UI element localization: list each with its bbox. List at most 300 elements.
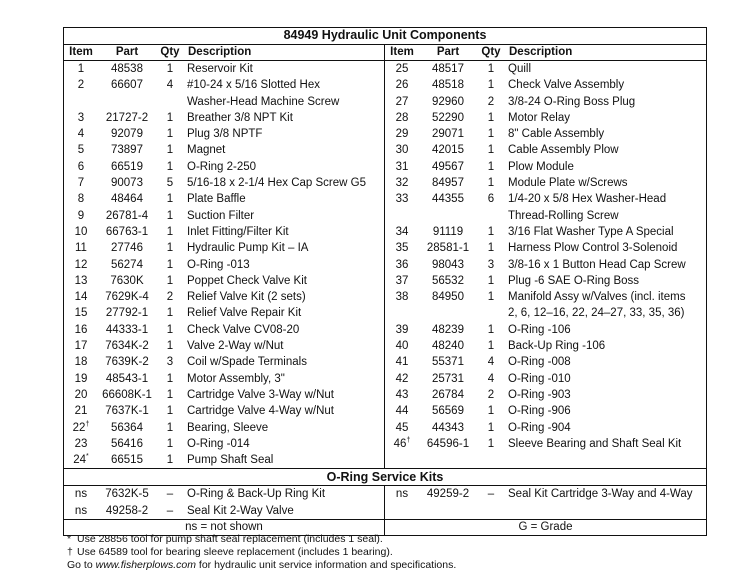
table-row bbox=[385, 240, 706, 256]
quantity: 1 bbox=[166, 193, 174, 206]
footnote-star-symbol: * bbox=[67, 533, 72, 545]
table-row bbox=[64, 338, 384, 354]
part-number: 21727-2 bbox=[105, 111, 149, 124]
part-number: 84950 bbox=[432, 291, 464, 304]
quantity: 1 bbox=[487, 274, 495, 287]
item-number-text: 5 bbox=[77, 144, 85, 157]
description: O-Ring -013 bbox=[187, 258, 250, 271]
part-number bbox=[98, 94, 156, 110]
item-number-text: 40 bbox=[395, 340, 409, 353]
item-number bbox=[385, 371, 419, 387]
item-number-text: 22 bbox=[72, 421, 86, 434]
description: Plug -6 SAE O-Ring Boss bbox=[508, 274, 640, 287]
description: Motor Assembly, 3" bbox=[187, 372, 285, 385]
table-row bbox=[64, 77, 384, 93]
item-number bbox=[64, 159, 98, 175]
item-number-text: 28 bbox=[395, 111, 409, 124]
item-number bbox=[64, 305, 98, 321]
quantity: 1 bbox=[166, 307, 174, 320]
description: Cartridge Valve 4-Way w/Nut bbox=[187, 405, 334, 418]
table-row bbox=[64, 322, 384, 338]
part-number: 7634K-2 bbox=[105, 340, 149, 353]
part-number: 29071 bbox=[432, 128, 464, 141]
kits-left-column bbox=[64, 486, 385, 519]
item-number bbox=[64, 175, 98, 191]
footnote-dagger-symbol: † bbox=[67, 546, 73, 558]
item-number-text: 4 bbox=[77, 128, 85, 141]
table-row bbox=[385, 436, 706, 452]
description: 2, 6, 12–16, 22, 24–27, 33, 35, 36) bbox=[508, 307, 685, 320]
quantity: 1 bbox=[487, 144, 495, 157]
item-number-text: 1 bbox=[77, 63, 85, 75]
part-number: 48240 bbox=[432, 340, 464, 353]
item-number bbox=[64, 94, 98, 110]
quantity: 2 bbox=[487, 388, 495, 401]
item-number-text: 20 bbox=[74, 388, 88, 401]
table-row bbox=[64, 420, 384, 436]
goto-prefix: Go to bbox=[67, 559, 96, 571]
part-number: 26781-4 bbox=[105, 209, 149, 222]
table-row bbox=[64, 159, 384, 175]
description: Relief Valve Repair Kit bbox=[187, 307, 302, 320]
quantity: 1 bbox=[166, 209, 174, 222]
kits-columns bbox=[64, 486, 706, 519]
table-row bbox=[385, 387, 706, 403]
table-row bbox=[385, 371, 706, 387]
item-number-text: 15 bbox=[74, 307, 88, 320]
item-number-text: 2 bbox=[77, 79, 85, 92]
item-footnote-mark: † bbox=[406, 437, 411, 444]
item-number bbox=[385, 403, 419, 419]
item-number bbox=[64, 371, 98, 387]
quantity: 1 bbox=[166, 242, 174, 255]
quantity: 1 bbox=[487, 421, 495, 434]
item-number-text: ns bbox=[74, 488, 88, 501]
item-number bbox=[64, 354, 98, 370]
item-number-text: 29 bbox=[395, 128, 409, 141]
quantity: 3 bbox=[487, 258, 495, 271]
item-number bbox=[385, 305, 419, 321]
part-number: 64596-1 bbox=[426, 437, 470, 450]
quantity: 5 bbox=[166, 177, 174, 190]
item-number bbox=[64, 240, 98, 256]
description: Hydraulic Pump Kit – IA bbox=[187, 242, 309, 255]
item-number-text: 19 bbox=[74, 372, 88, 385]
table-row bbox=[64, 208, 384, 224]
item-number bbox=[64, 436, 98, 452]
item-number bbox=[64, 77, 98, 93]
description: Module Plate w/Screws bbox=[508, 177, 628, 190]
description: #10-24 x 5/16 Slotted Hex bbox=[187, 79, 320, 92]
table-row bbox=[385, 305, 706, 321]
description: Bearing, Sleeve bbox=[187, 421, 269, 434]
item-number bbox=[64, 420, 98, 436]
item-number bbox=[385, 289, 419, 305]
quantity: 1 bbox=[487, 405, 495, 418]
footnote-dagger bbox=[67, 546, 393, 559]
footnote-goto bbox=[67, 559, 456, 572]
quantity: 1 bbox=[487, 242, 495, 255]
quantity: 1 bbox=[166, 454, 174, 467]
table-title: 84949 Hydraulic Unit Components bbox=[64, 28, 706, 45]
table-row bbox=[385, 289, 706, 305]
description: Plug 3/8 NPTF bbox=[187, 128, 263, 141]
item-number bbox=[64, 110, 98, 126]
item-number-text: 27 bbox=[395, 95, 409, 108]
quantity: 4 bbox=[487, 356, 495, 369]
table-row bbox=[385, 110, 706, 126]
description: 5/16-18 x 2-1/4 Hex Cap Screw G5 bbox=[187, 177, 366, 190]
part-number: 66608K-1 bbox=[102, 388, 152, 401]
item-number bbox=[64, 142, 98, 158]
quantity: – bbox=[166, 504, 174, 517]
item-number-text: 30 bbox=[395, 144, 409, 157]
description: Magnet bbox=[187, 144, 226, 157]
table-row bbox=[385, 61, 706, 77]
item-number bbox=[385, 94, 419, 110]
quantity: 1 bbox=[166, 111, 174, 124]
header-qty: Qty bbox=[160, 46, 180, 58]
item-footnote-mark: † bbox=[85, 420, 90, 428]
table-row bbox=[385, 208, 706, 224]
quantity: 1 bbox=[166, 258, 174, 271]
quantity: 1 bbox=[487, 225, 495, 238]
description: O-Ring -904 bbox=[508, 421, 571, 434]
description: Plow Module bbox=[508, 160, 574, 173]
table-row bbox=[64, 224, 384, 240]
item-number-text: 43 bbox=[395, 388, 409, 401]
part-number: 90073 bbox=[111, 177, 143, 190]
right-column bbox=[385, 45, 706, 468]
item-number bbox=[385, 61, 419, 77]
item-number bbox=[385, 486, 419, 502]
item-number-text: 18 bbox=[74, 356, 88, 369]
item-number-text: 31 bbox=[395, 160, 409, 173]
item-number bbox=[64, 191, 98, 207]
item-number-text: 42 bbox=[395, 372, 409, 385]
item-number bbox=[385, 142, 419, 158]
part-number: 48239 bbox=[432, 323, 464, 336]
description: 3/8-24 O-Ring Boss Plug bbox=[508, 95, 636, 108]
part-number: 7630K bbox=[110, 274, 144, 287]
part-number: 49259-2 bbox=[426, 488, 470, 501]
part-number: 55371 bbox=[432, 356, 464, 369]
footnote-dagger-text: Use 64589 tool for bearing sleeve replacement (includes 1 bearing). bbox=[77, 546, 393, 558]
description: Check Valve CV08-20 bbox=[187, 323, 300, 336]
footnote-star bbox=[67, 533, 383, 546]
item-number-text: ns bbox=[74, 504, 88, 517]
description: Seal Kit 2-Way Valve bbox=[187, 504, 294, 517]
description: O-Ring -906 bbox=[508, 405, 571, 418]
description: Pump Shaft Seal bbox=[187, 454, 274, 467]
description: Plate Baffle bbox=[187, 193, 246, 206]
item-number bbox=[385, 354, 419, 370]
table-row bbox=[64, 126, 384, 142]
quantity: 1 bbox=[166, 437, 174, 450]
quantity: 1 bbox=[166, 388, 174, 401]
item-number bbox=[385, 159, 419, 175]
item-number bbox=[64, 486, 98, 502]
item-number bbox=[64, 273, 98, 289]
quantity: 1 bbox=[166, 405, 174, 418]
part-number: 44355 bbox=[432, 193, 464, 206]
table-row bbox=[64, 403, 384, 419]
item-number-text: 14 bbox=[74, 291, 88, 304]
table-row bbox=[385, 191, 706, 207]
description: O-Ring -010 bbox=[508, 372, 571, 385]
part-number: 48543-1 bbox=[105, 372, 149, 385]
item-number bbox=[385, 338, 419, 354]
item-number bbox=[385, 387, 419, 403]
description: Washer-Head Machine Screw bbox=[187, 95, 340, 108]
right-rows bbox=[385, 61, 706, 452]
kit-row bbox=[64, 503, 384, 519]
item-number bbox=[385, 436, 419, 452]
part-number: 27746 bbox=[111, 242, 143, 255]
description: Manifold Assy w/Valves (incl. items bbox=[508, 291, 686, 304]
quantity: 1 bbox=[487, 177, 495, 190]
item-number bbox=[385, 175, 419, 191]
legend-grade: G = Grade bbox=[518, 521, 573, 534]
description: O-Ring -106 bbox=[508, 323, 571, 336]
quantity: 1 bbox=[487, 291, 495, 304]
column-header-row bbox=[64, 45, 384, 61]
header-item: Item bbox=[69, 46, 93, 58]
quantity: 1 bbox=[166, 323, 174, 336]
part-number: 7632K-5 bbox=[105, 488, 149, 501]
description: O-Ring -903 bbox=[508, 388, 571, 401]
components-table bbox=[63, 27, 707, 536]
table-row bbox=[385, 322, 706, 338]
item-number bbox=[385, 224, 419, 240]
part-number: 52290 bbox=[432, 111, 464, 124]
quantity: 1 bbox=[166, 274, 174, 287]
table-row bbox=[64, 175, 384, 191]
item-number bbox=[64, 338, 98, 354]
quantity: – bbox=[487, 488, 495, 501]
goto-suffix: for hydraulic unit service information and specifications. bbox=[195, 559, 457, 571]
item-number bbox=[64, 126, 98, 142]
description: Cable Assembly Plow bbox=[508, 144, 619, 157]
table-row bbox=[64, 273, 384, 289]
table-row bbox=[64, 110, 384, 126]
kits-right-column bbox=[385, 486, 706, 519]
item-number-text: 21 bbox=[74, 405, 88, 418]
quantity: 4 bbox=[166, 79, 174, 92]
item-number-text: 7 bbox=[77, 177, 85, 190]
item-number bbox=[385, 257, 419, 273]
quantity: 1 bbox=[166, 128, 174, 141]
part-number: 56532 bbox=[432, 274, 464, 287]
quantity: 1 bbox=[487, 63, 495, 75]
item-number-text: 16 bbox=[74, 323, 88, 336]
table-row bbox=[64, 354, 384, 370]
fisher-website-link[interactable]: www.fisherplows.com bbox=[95, 559, 196, 571]
item-number-text: 11 bbox=[75, 242, 87, 255]
description: O-Ring -008 bbox=[508, 356, 571, 369]
description: 3/16 Flat Washer Type A Special bbox=[508, 225, 674, 238]
footnote-star-text: Use 28856 tool for pump shaft seal replacement (includes 1 seal). bbox=[77, 533, 383, 545]
part-number: 56364 bbox=[111, 421, 143, 434]
quantity: 1 bbox=[487, 128, 495, 141]
part-number: 66607 bbox=[111, 79, 143, 92]
item-number bbox=[385, 191, 419, 207]
quantity: – bbox=[166, 488, 174, 501]
part-number: 48517 bbox=[432, 63, 464, 75]
part-number bbox=[419, 305, 477, 321]
item-number bbox=[385, 126, 419, 142]
table-row bbox=[385, 338, 706, 354]
description: Reservoir Kit bbox=[187, 63, 253, 75]
description: 3/8-16 x 1 Button Head Cap Screw bbox=[508, 258, 686, 271]
table-row bbox=[385, 175, 706, 191]
kits-title: O-Ring Service Kits bbox=[64, 468, 706, 486]
header-part: Part bbox=[436, 46, 460, 58]
table-row bbox=[385, 77, 706, 93]
quantity: 1 bbox=[487, 340, 495, 353]
item-number-text: 9 bbox=[77, 209, 85, 222]
quantity bbox=[156, 94, 184, 110]
table-row bbox=[64, 305, 384, 321]
table-row bbox=[64, 371, 384, 387]
table-row bbox=[385, 224, 706, 240]
item-number-text: 37 bbox=[395, 274, 409, 287]
header-description: Description bbox=[188, 46, 252, 58]
part-number: 66763-1 bbox=[105, 225, 149, 238]
part-number: 7637K-1 bbox=[105, 405, 149, 418]
item-number bbox=[64, 403, 98, 419]
part-number: 91119 bbox=[432, 225, 464, 238]
item-number-text: 39 bbox=[395, 323, 409, 336]
quantity: 1 bbox=[487, 437, 495, 450]
quantity: 4 bbox=[487, 372, 495, 385]
item-number bbox=[385, 240, 419, 256]
table-row bbox=[385, 257, 706, 273]
description: Suction Filter bbox=[187, 209, 255, 222]
item-number-text: 46 bbox=[393, 437, 407, 450]
quantity: 2 bbox=[166, 291, 174, 304]
table-row bbox=[64, 436, 384, 452]
part-number: 26784 bbox=[432, 388, 464, 401]
table-row bbox=[64, 191, 384, 207]
description: Harness Plow Control 3-Solenoid bbox=[508, 242, 678, 255]
quantity: 1 bbox=[487, 79, 495, 92]
left-column bbox=[64, 45, 385, 468]
header-item: Item bbox=[390, 46, 414, 58]
description: Breather 3/8 NPT Kit bbox=[187, 111, 293, 124]
part-number: 7639K-2 bbox=[105, 356, 149, 369]
part-number: 48538 bbox=[111, 63, 143, 75]
kit-row bbox=[64, 486, 384, 502]
part-number: 48464 bbox=[111, 193, 143, 206]
part-number: 25731 bbox=[432, 372, 464, 385]
part-number: 42015 bbox=[432, 144, 464, 157]
description: Check Valve Assembly bbox=[508, 79, 625, 92]
left-rows bbox=[64, 61, 384, 468]
description: Inlet Fitting/Filter Kit bbox=[187, 225, 289, 238]
quantity: 2 bbox=[487, 95, 495, 108]
part-number bbox=[419, 208, 477, 224]
item-number-text: 3 bbox=[77, 111, 85, 124]
item-number-text: 36 bbox=[395, 258, 409, 271]
part-number: 66519 bbox=[111, 160, 143, 173]
table-row bbox=[64, 142, 384, 158]
part-number: 56416 bbox=[111, 437, 143, 450]
item-number-text: 24 bbox=[73, 454, 87, 467]
table-row bbox=[385, 159, 706, 175]
quantity: 1 bbox=[166, 372, 174, 385]
table-row bbox=[385, 420, 706, 436]
item-number-text: 25 bbox=[395, 63, 409, 75]
quantity bbox=[477, 208, 505, 224]
description: O-Ring 2-250 bbox=[187, 160, 257, 173]
description: Cartridge Valve 3-Way w/Nut bbox=[187, 388, 334, 401]
item-number bbox=[64, 387, 98, 403]
table-row bbox=[64, 257, 384, 273]
item-number bbox=[64, 257, 98, 273]
table-row bbox=[385, 94, 706, 110]
item-number bbox=[64, 503, 98, 519]
part-number: 49567 bbox=[432, 160, 464, 173]
item-footnote-mark: * bbox=[86, 453, 89, 461]
item-number bbox=[64, 208, 98, 224]
item-number-text: 13 bbox=[74, 274, 88, 287]
part-number: 92079 bbox=[111, 128, 143, 141]
item-number bbox=[385, 273, 419, 289]
description: O-Ring & Back-Up Ring Kit bbox=[187, 488, 326, 501]
description: Quill bbox=[508, 63, 532, 75]
legend-not-shown: ns = not shown bbox=[64, 520, 385, 535]
part-number: 28581-1 bbox=[426, 242, 470, 255]
description: Poppet Check Valve Kit bbox=[187, 274, 307, 287]
quantity: 1 bbox=[487, 160, 495, 173]
item-number-text: 26 bbox=[395, 79, 409, 92]
description: O-Ring -014 bbox=[187, 437, 250, 450]
item-number-text: 23 bbox=[74, 437, 88, 450]
part-number: 84957 bbox=[432, 177, 464, 190]
table-row bbox=[385, 273, 706, 289]
item-number-text: 44 bbox=[395, 405, 409, 418]
part-number: 98043 bbox=[432, 258, 464, 271]
table-row bbox=[64, 240, 384, 256]
part-number: 66515 bbox=[111, 454, 143, 467]
table-row bbox=[385, 354, 706, 370]
table-row bbox=[64, 61, 384, 77]
quantity: 1 bbox=[487, 111, 495, 124]
part-number: 27792-1 bbox=[105, 307, 149, 320]
part-number: 44333-1 bbox=[105, 323, 149, 336]
quantity: 1 bbox=[166, 144, 174, 157]
item-number-text: 33 bbox=[395, 193, 409, 206]
description: Seal Kit Cartridge 3-Way and 4-Way bbox=[508, 488, 693, 501]
quantity: 1 bbox=[166, 225, 174, 238]
item-number-text: 6 bbox=[77, 160, 85, 173]
part-number: 44343 bbox=[432, 421, 464, 434]
part-number: 49258-2 bbox=[105, 504, 149, 517]
table-row bbox=[64, 94, 384, 110]
table-row bbox=[64, 452, 384, 468]
quantity: 1 bbox=[166, 63, 174, 75]
item-number bbox=[64, 452, 98, 468]
item-number-text: ns bbox=[395, 488, 409, 501]
part-number: 92960 bbox=[432, 95, 464, 108]
header-part: Part bbox=[115, 46, 139, 58]
description: Back-Up Ring -106 bbox=[508, 340, 606, 353]
description: Sleeve Bearing and Shaft Seal Kit bbox=[508, 437, 682, 450]
description: Thread-Rolling Screw bbox=[508, 209, 619, 222]
item-number-text: 41 bbox=[395, 356, 409, 369]
item-number-text: 35 bbox=[395, 242, 409, 255]
